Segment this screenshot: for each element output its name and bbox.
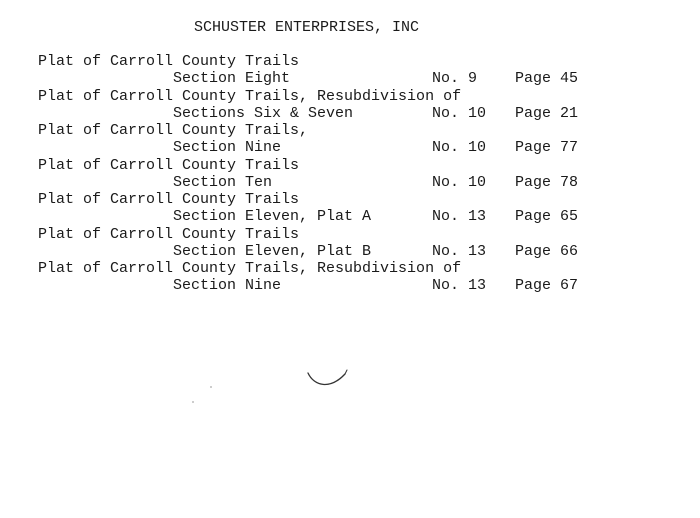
scan-speck-icon (192, 401, 194, 403)
plat-details-row (38, 139, 678, 156)
section-label: Section Ten (173, 173, 273, 191)
plat-entry (38, 191, 678, 226)
document-title: SCHUSTER ENTERPRISES, INC (194, 19, 420, 36)
plat-details-row (38, 277, 678, 294)
page-reference: Page 66 (515, 242, 579, 260)
page-reference: Page 65 (515, 208, 579, 226)
plat-entry (38, 226, 678, 261)
plat-details-row (38, 105, 678, 122)
plat-entry (38, 88, 678, 123)
pen-mark-icon (300, 364, 352, 394)
section-label: Section Eight (173, 70, 291, 88)
page-reference: Page 45 (515, 70, 579, 88)
section-label: Sections Six & Seven (173, 104, 354, 122)
volume-number: No. 10 (432, 173, 487, 191)
scan-speck-icon (210, 386, 212, 388)
section-label: Section Nine (173, 277, 282, 295)
plat-details-row (38, 208, 678, 225)
plat-entry (38, 122, 678, 157)
plat-name: Plat of Carroll County Trails (38, 225, 300, 243)
section-label: Section Nine (173, 139, 282, 157)
section-label: Section Eleven, Plat B (173, 242, 372, 260)
page-reference: Page 78 (515, 173, 579, 191)
plat-name: Plat of Carroll County Trails (38, 53, 300, 70)
page-reference: Page 67 (515, 277, 579, 295)
volume-number: No. 10 (432, 104, 487, 122)
plat-name: Plat of Carroll County Trails, Resubdivision of (38, 87, 462, 105)
plat-name: Plat of Carroll County Trails, (38, 122, 309, 139)
plat-entry (38, 260, 678, 295)
plat-entry (38, 53, 678, 88)
page-reference: Page 77 (515, 139, 579, 157)
plat-name: Plat of Carroll County Trails (38, 156, 300, 174)
plat-entry (38, 157, 678, 192)
volume-number: No. 9 (432, 70, 478, 88)
plat-name: Plat of Carroll County Trails, Resubdivision of (38, 260, 462, 277)
volume-number: No. 10 (432, 139, 487, 157)
volume-number: No. 13 (432, 277, 487, 295)
plat-details-row (38, 70, 678, 87)
plat-details-row (38, 174, 678, 191)
page-reference: Page 21 (515, 104, 579, 122)
plat-entry-list (38, 53, 678, 295)
plat-details-row (38, 243, 678, 260)
volume-number: No. 13 (432, 242, 487, 260)
volume-number: No. 13 (432, 208, 487, 226)
plat-name: Plat of Carroll County Trails (38, 191, 300, 208)
section-label: Section Eleven, Plat A (173, 208, 372, 226)
